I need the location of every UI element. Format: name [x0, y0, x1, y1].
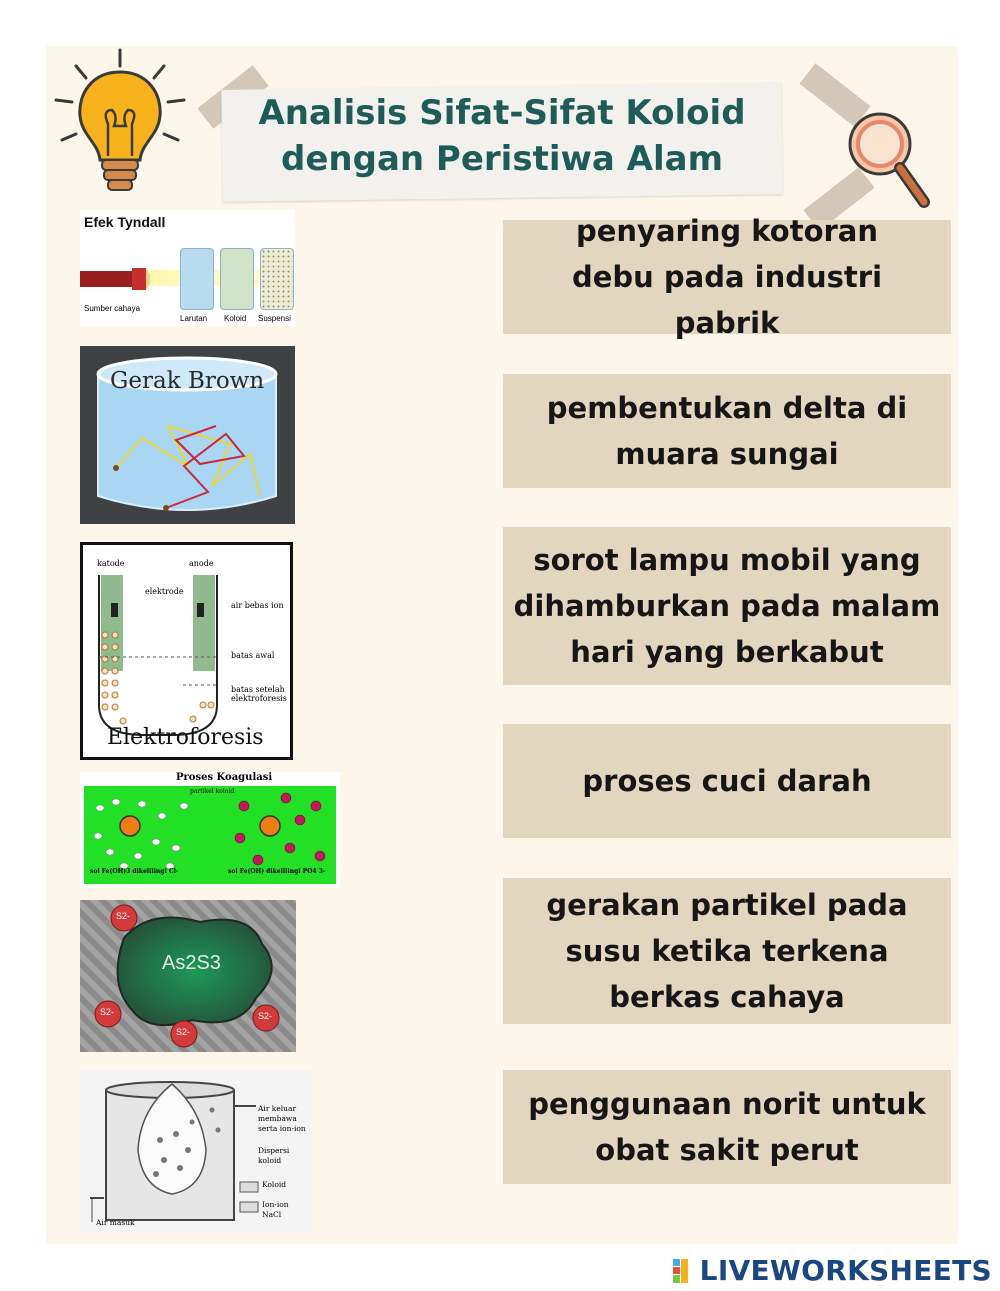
brown-image[interactable] [80, 346, 295, 524]
answer-card[interactable] [503, 374, 951, 488]
label-air-bebas: air bebas ion [231, 601, 284, 610]
adsorpsi-core-label: As2S3 [162, 952, 221, 974]
elektroforesis-title: Elektroforesis [107, 725, 264, 750]
label-elektrode: elektrode [145, 587, 184, 596]
koagulasi-right-caption: sol Fe(OH) dikelilingi PO4 3- [228, 868, 326, 875]
label-koloid: Koloid [262, 1180, 287, 1189]
label-air-masuk: Air masuk [96, 1218, 135, 1227]
answer-text: penyaring kotoran debu pada industri pabrik [571, 214, 883, 340]
dialisis-image[interactable] [80, 1070, 312, 1232]
title-line-2: dengan Peristiwa Alam [281, 139, 723, 179]
answer-text: sorot lampu mobil yang dihamburkan pada malam hari yang berkabut [513, 543, 941, 669]
answer-card[interactable] [503, 527, 951, 685]
brown-title: Gerak Brown [110, 368, 265, 394]
label-air-keluar: Air keluar membawa serta ion-ion [258, 1104, 306, 1133]
magnifier-icon [840, 106, 932, 212]
label-anode: anode [189, 559, 214, 568]
label-batas-setelah: batas setelah elektroforesis [231, 685, 287, 703]
title-line-1: Analisis Sifat-Sifat Koloid [258, 93, 746, 133]
answer-text: penggunaan norit untuk obat sakit perut [528, 1087, 926, 1167]
koagulasi-image[interactable] [80, 772, 340, 888]
koagulasi-left-caption: sol Fe(OH)3 dikelilingi Cl- [90, 868, 179, 875]
ion-label: S2- [258, 1011, 273, 1021]
answer-card[interactable] [503, 724, 951, 838]
page-title [222, 90, 782, 182]
bottle-suspensi [260, 248, 294, 310]
ion-label: S2- [100, 1007, 115, 1017]
bottle-koloid [220, 248, 254, 310]
ion-label: S2- [176, 1027, 191, 1037]
flashlight-icon [80, 266, 150, 292]
ion-label: S2- [116, 911, 131, 921]
koagulasi-title: Proses Koagulasi [176, 772, 273, 783]
answer-text: pembentukan delta di muara sungai [546, 391, 908, 471]
label-dispersi: Dispersi koloid [258, 1146, 290, 1165]
footer-brand: LIVEWORKSHEETS [699, 1254, 992, 1287]
koagulasi-top-label: partikel koloid [190, 788, 235, 795]
tyndall-label-larutan: Larutan [180, 314, 208, 323]
bottle-larutan [180, 248, 214, 310]
answer-text: proses cuci darah [582, 764, 872, 798]
answer-text: gerakan partikel pada susu ketika terkena berkas cahaya [546, 888, 908, 1014]
lightbulb-icon [52, 44, 202, 204]
tyndall-source-label: Sumber cahaya [84, 304, 141, 313]
tyndall-title: Efek Tyndall [84, 214, 166, 230]
tyndall-label-koloid: Koloid [224, 314, 247, 323]
liveworksheets-logo[interactable] [673, 1254, 992, 1287]
tyndall-image[interactable] [80, 210, 295, 326]
answer-card[interactable] [503, 878, 951, 1024]
answer-card[interactable] [503, 214, 951, 340]
elektroforesis-image[interactable] [80, 542, 293, 760]
tyndall-label-suspensi: Suspensi [258, 314, 291, 323]
label-katode: katode [97, 559, 125, 568]
adsorpsi-image[interactable] [80, 900, 296, 1052]
label-batas-awal: batas awal [231, 651, 275, 660]
label-ion-nacl: Ion-ion NaCl [262, 1200, 289, 1219]
liveworksheets-logo-icon [673, 1259, 697, 1283]
answer-card[interactable] [503, 1070, 951, 1184]
